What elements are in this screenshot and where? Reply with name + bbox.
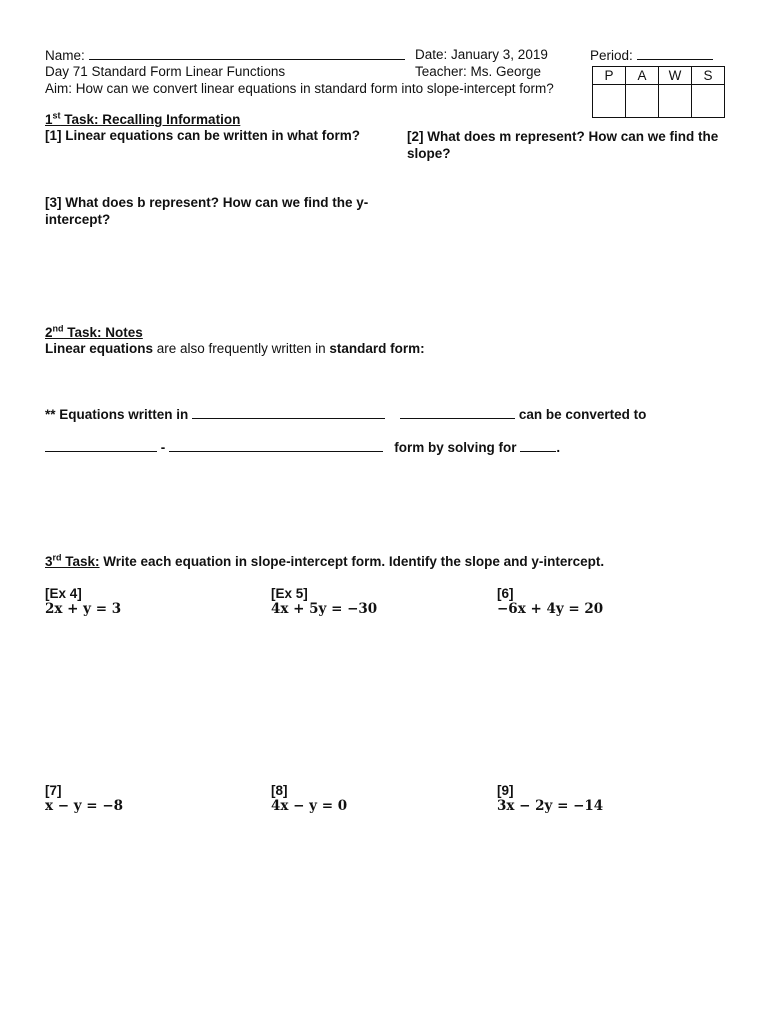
paws-box-s[interactable] bbox=[692, 85, 725, 118]
problem-6: [6] −6x + 4y = 20 bbox=[497, 586, 604, 617]
day-title: Day 71 Standard Form Linear Functions bbox=[45, 64, 286, 79]
aim-text: Aim: How can we convert linear equations in standard form into slope-intercept form? bbox=[45, 81, 554, 96]
name-line bbox=[45, 47, 405, 63]
question-3: [3] What does b represent? How can we find the y-intercept? bbox=[45, 195, 369, 227]
paws-box-w[interactable] bbox=[659, 85, 692, 118]
question-1: [1] Linear equations can be written in what form? bbox=[45, 128, 361, 143]
blank-5[interactable] bbox=[520, 439, 556, 452]
paws-box-p[interactable] bbox=[593, 85, 626, 118]
name-blank[interactable] bbox=[89, 47, 405, 60]
paws-table bbox=[592, 66, 725, 118]
paws-cell-a: A bbox=[626, 67, 659, 85]
problem-9: [9] 3x − 2y = −14 bbox=[497, 783, 604, 814]
paws-cell-p: P bbox=[593, 67, 626, 85]
task1-heading: 1st Task: Recalling Information bbox=[45, 110, 241, 127]
equation: 4x + 5y = −30 bbox=[271, 601, 378, 617]
date-text: Date: January 3, 2019 bbox=[415, 47, 548, 62]
task2-heading: 2nd Task: Notes bbox=[45, 323, 143, 340]
paws-cell-w: W bbox=[659, 67, 692, 85]
question-2: [2] What does m represent? How can we find the slope? bbox=[407, 129, 719, 161]
period-label: Period: bbox=[590, 48, 633, 63]
problem-ex5: [Ex 5] 4x + 5y = −30 bbox=[271, 586, 378, 617]
name-label: Name: bbox=[45, 48, 85, 63]
paws-cell-s: S bbox=[692, 67, 725, 85]
equation: 4x − y = 0 bbox=[271, 798, 348, 814]
blank-3[interactable] bbox=[45, 439, 157, 452]
form-solving-line: - form by solving for . bbox=[45, 439, 560, 455]
problem-7: [7] x − y = −8 bbox=[45, 783, 124, 814]
period-line bbox=[590, 47, 713, 63]
paws-box-a[interactable] bbox=[626, 85, 659, 118]
teacher-text: Teacher: Ms. George bbox=[415, 64, 542, 79]
equations-written-line: ** Equations written in can be converted to bbox=[45, 407, 647, 422]
blank-2[interactable] bbox=[400, 406, 515, 419]
task3-heading: 3rd Task: Write each equation in slope-intercept form. Identify the slope and y-intercept. bbox=[45, 552, 605, 569]
period-blank[interactable] bbox=[637, 47, 713, 60]
equation: 3x − 2y = −14 bbox=[497, 798, 604, 814]
equation: 2x + y = 3 bbox=[45, 601, 122, 617]
problem-ex4: [Ex 4] 2x + y = 3 bbox=[45, 586, 122, 617]
standard-form-line: Linear equations are also frequently written in standard form: bbox=[45, 341, 425, 356]
problem-8: [8] 4x − y = 0 bbox=[271, 783, 348, 814]
blank-1[interactable] bbox=[192, 406, 385, 419]
equation: −6x + 4y = 20 bbox=[497, 601, 604, 617]
equation: x − y = −8 bbox=[45, 798, 124, 814]
blank-4[interactable] bbox=[169, 439, 383, 452]
